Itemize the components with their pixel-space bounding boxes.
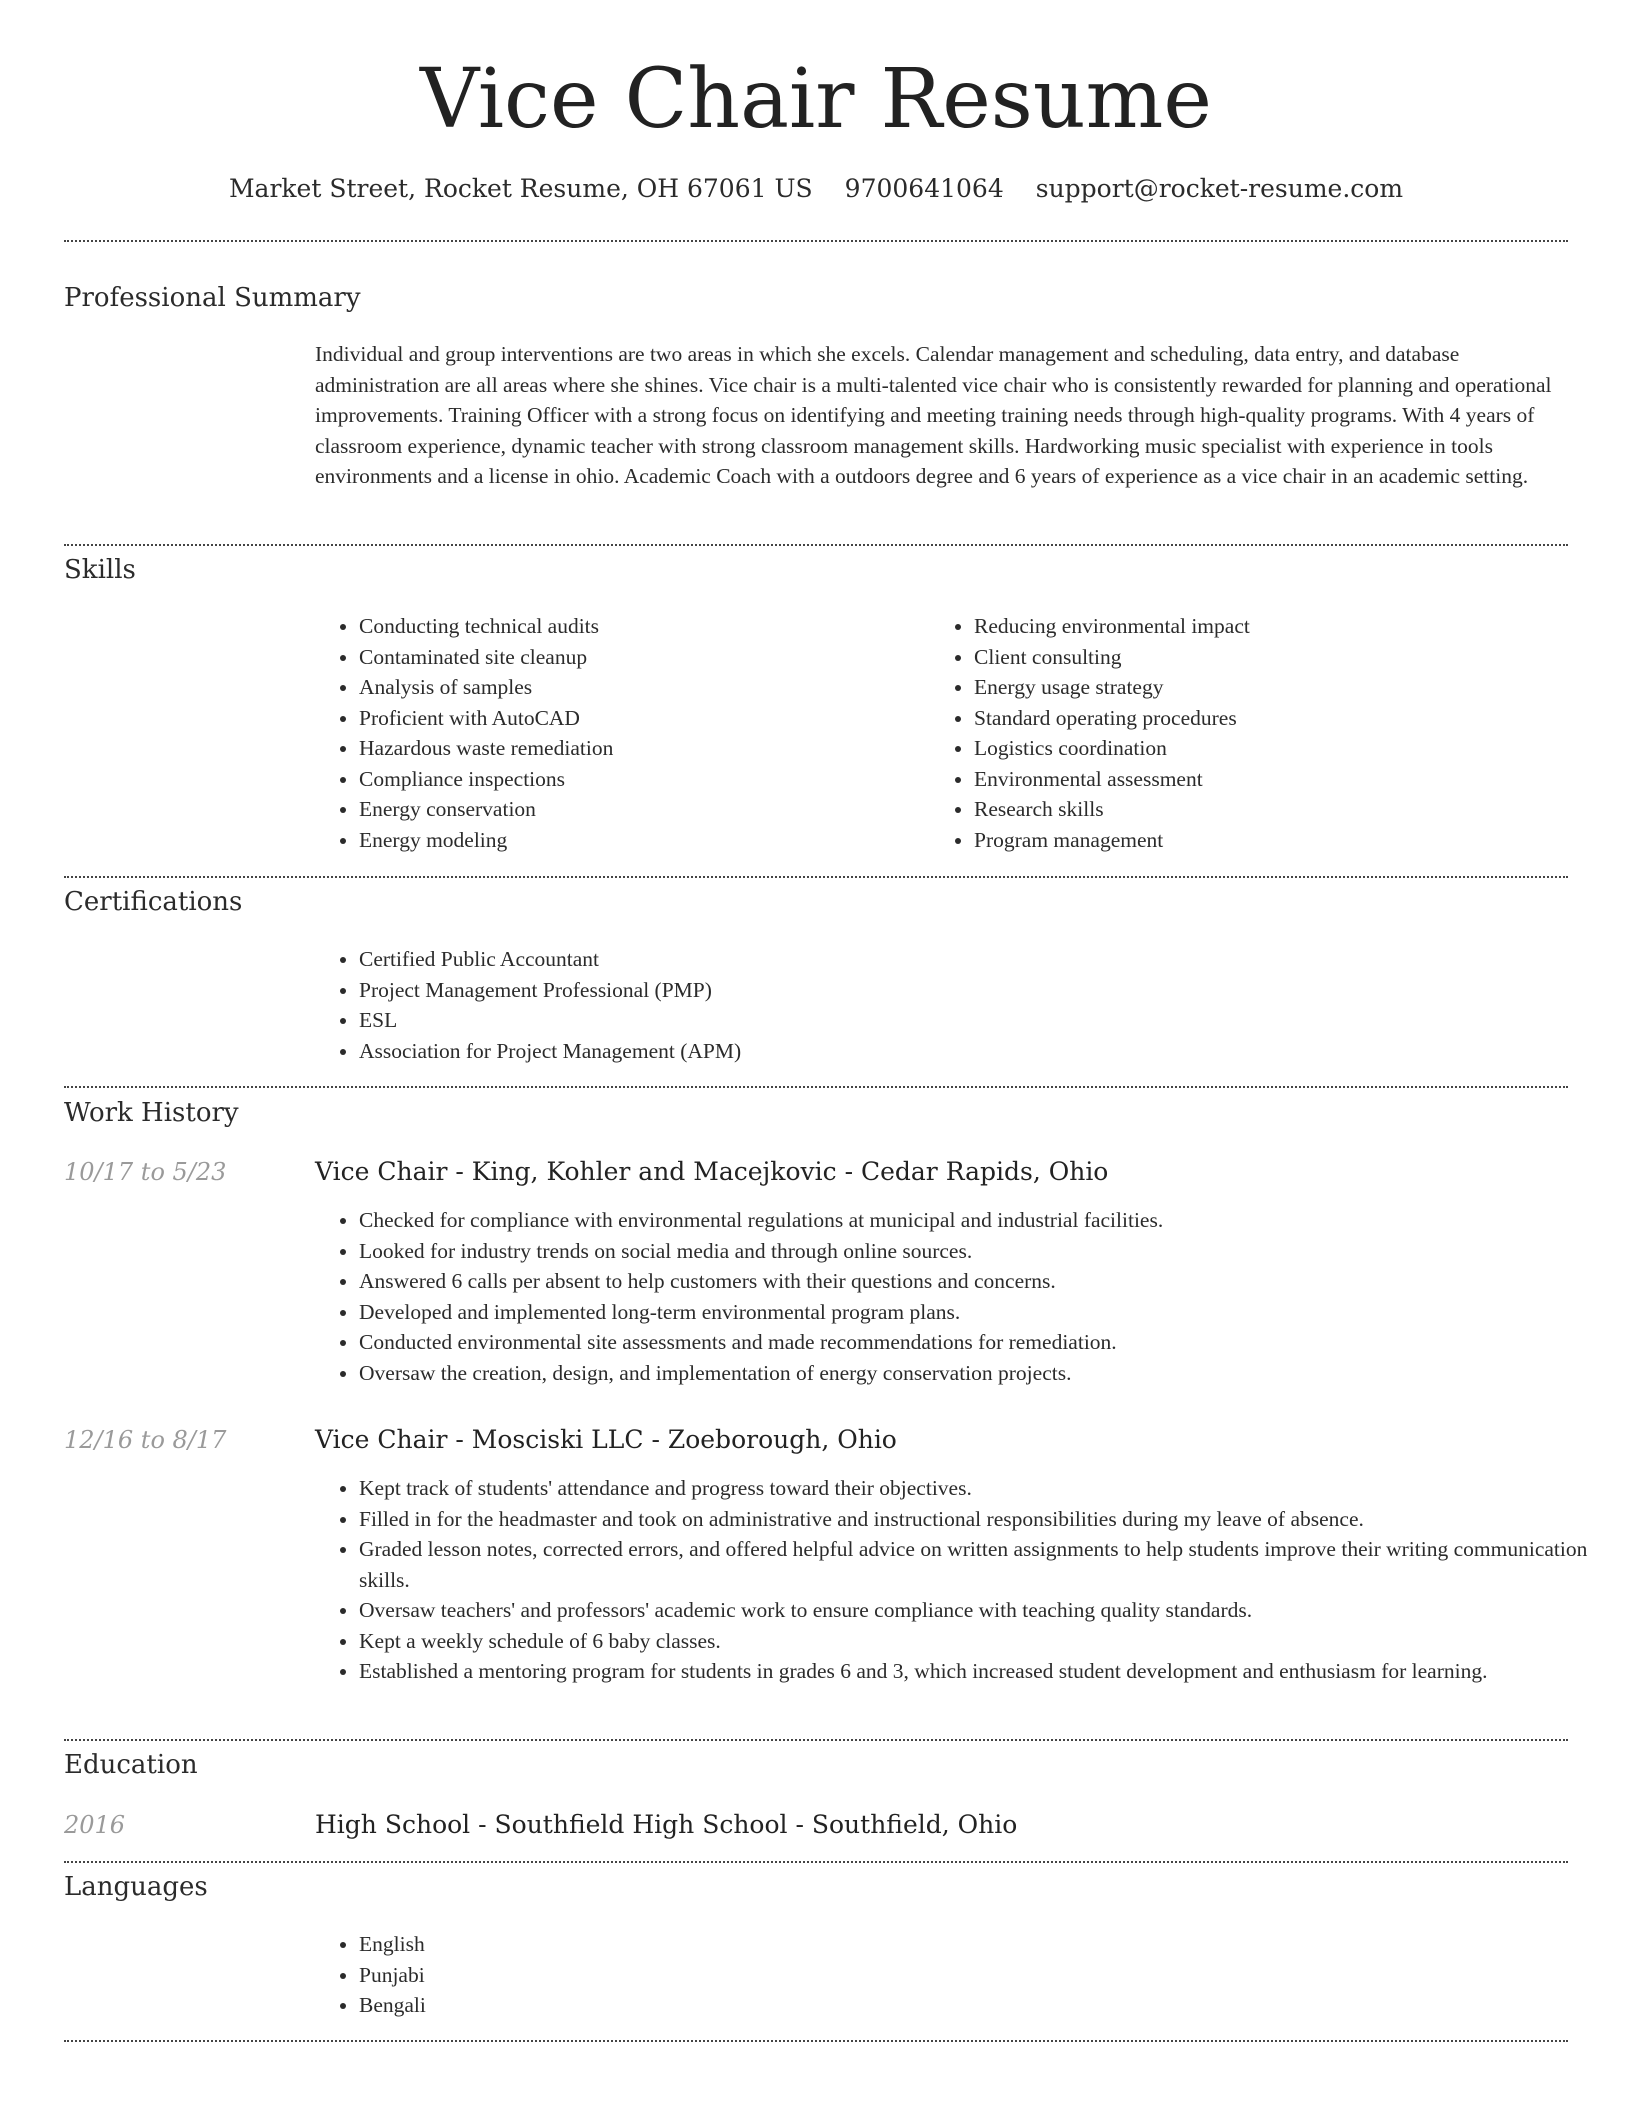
skill-item: • Analysis of samples [359,672,919,703]
skill-item: • Energy conservation [359,794,919,825]
job-bullet: • Established a mentoring program for students in grades 6 and 3, which increased student development and enthusiasm for learning. [359,1656,1609,1687]
section-heading-languages: Languages [64,1872,208,1902]
languages-list [315,1929,959,2021]
language-item: • English [359,1929,959,1960]
education-entry: High School - Southfield High School - Southfield, Ohio [315,1810,1018,1839]
contact-email: support@rocket-resume.com [1035,174,1404,203]
section-divider [64,1861,1568,1863]
job-dates: 12/16 to 8/17 [64,1426,227,1454]
section-heading-work: Work History [64,1098,239,1128]
skill-item: • Contaminated site cleanup [359,642,919,673]
summary-text: Individual and group interventions are two areas in which she excels. Calendar management and scheduling, data entry, and database administration are all areas where she shines. Vice chair is a multi-talented vice chair who is consistently rewarded for planning and operational improvements. Training Officer with a strong focus on identifying and meeting training needs through high-quality programs. With 4 years of classroom experience, dynamic teacher with strong classroom management skills. Hardworking music specialist with experience in tools environments and a license in ohio. Academic Coach with a outdoors degree and 6 years of experience as a vice chair in an academic setting. [315,342,1552,488]
section-heading-summary: Professional Summary [64,283,361,313]
certification-item: • ESL [359,1005,1559,1036]
contact-phone: 9700641064 [844,174,1004,203]
section-heading-skills: Skills [64,555,136,585]
job-title: Vice Chair - Mosciski LLC - Zoeborough, Ohio [315,1425,897,1454]
skill-item: • Logistics coordination [974,733,1574,764]
education-year: 2016 [64,1811,126,1839]
job-bullet: • Kept track of students' attendance and progress toward their objectives. [359,1473,1609,1504]
language-item: • Bengali [359,1990,959,2021]
section-divider [64,544,1568,546]
certification-item: • Certified Public Accountant [359,944,1559,975]
skill-item: • Client consulting [974,642,1574,673]
job-bullet: • Oversaw teachers' and professors' academic work to ensure compliance with teaching quality standards. [359,1595,1609,1626]
skill-item: • Reducing environmental impact [974,611,1574,642]
section-divider [64,1739,1568,1741]
skill-item: • Proficient with AutoCAD [359,703,919,734]
section-divider [64,876,1568,878]
section-heading-certifications: Certifications [64,887,243,917]
job-bullet: • Filled in for the headmaster and took on administrative and instructional responsibilities during my leave of absence. [359,1504,1609,1535]
section-divider [64,240,1568,242]
job-bullet: • Developed and implemented long-term environmental program plans. [359,1297,1609,1328]
skill-item: • Energy modeling [359,825,919,856]
skill-item: • Program management [974,825,1574,856]
skill-item: • Research skills [974,794,1574,825]
job-title: Vice Chair - King, Kohler and Macejkovic - Cedar Rapids, Ohio [315,1157,1109,1186]
job-bullets [315,1205,1609,1388]
section-heading-education: Education [64,1750,198,1780]
job-bullet: • Checked for compliance with environmental regulations at municipal and industrial facilities. [359,1205,1609,1236]
job-dates: 10/17 to 5/23 [64,1158,227,1186]
language-item: • Punjabi [359,1960,959,1991]
skill-item: • Energy usage strategy [974,672,1574,703]
job-bullet: • Kept a weekly schedule of 6 baby classes. [359,1626,1609,1657]
job-bullets [315,1473,1609,1687]
job-bullet: • Looked for industry trends on social media and through online sources. [359,1236,1609,1267]
certification-item: • Association for Project Management (APM) [359,1036,1559,1067]
skills-list-left [315,611,919,855]
job-bullet: • Answered 6 calls per absent to help customers with their questions and concerns. [359,1266,1609,1297]
skill-item: • Hazardous waste remediation [359,733,919,764]
skill-item: • Standard operating procedures [974,703,1574,734]
job-bullet: • Conducted environmental site assessments and made recommendations for remediation. [359,1327,1609,1358]
job-bullet: • Graded lesson notes, corrected errors, and offered helpful advice on written assignments to help students improve their writing communication skills. [359,1534,1609,1595]
contact-line [0,172,1632,206]
certification-item: • Project Management Professional (PMP) [359,975,1559,1006]
resume-title: Vice Chair Resume [420,52,1212,147]
section-divider [64,2040,1568,2042]
skill-item: • Compliance inspections [359,764,919,795]
certifications-list [315,944,1559,1066]
section-divider [64,1086,1568,1088]
skills-list-right [930,611,1574,855]
job-bullet: • Oversaw the creation, design, and implementation of energy conservation projects. [359,1358,1609,1389]
skill-item: • Conducting technical audits [359,611,919,642]
contact-address: Market Street, Rocket Resume, OH 67061 US [228,174,813,203]
skill-item: • Environmental assessment [974,764,1574,795]
